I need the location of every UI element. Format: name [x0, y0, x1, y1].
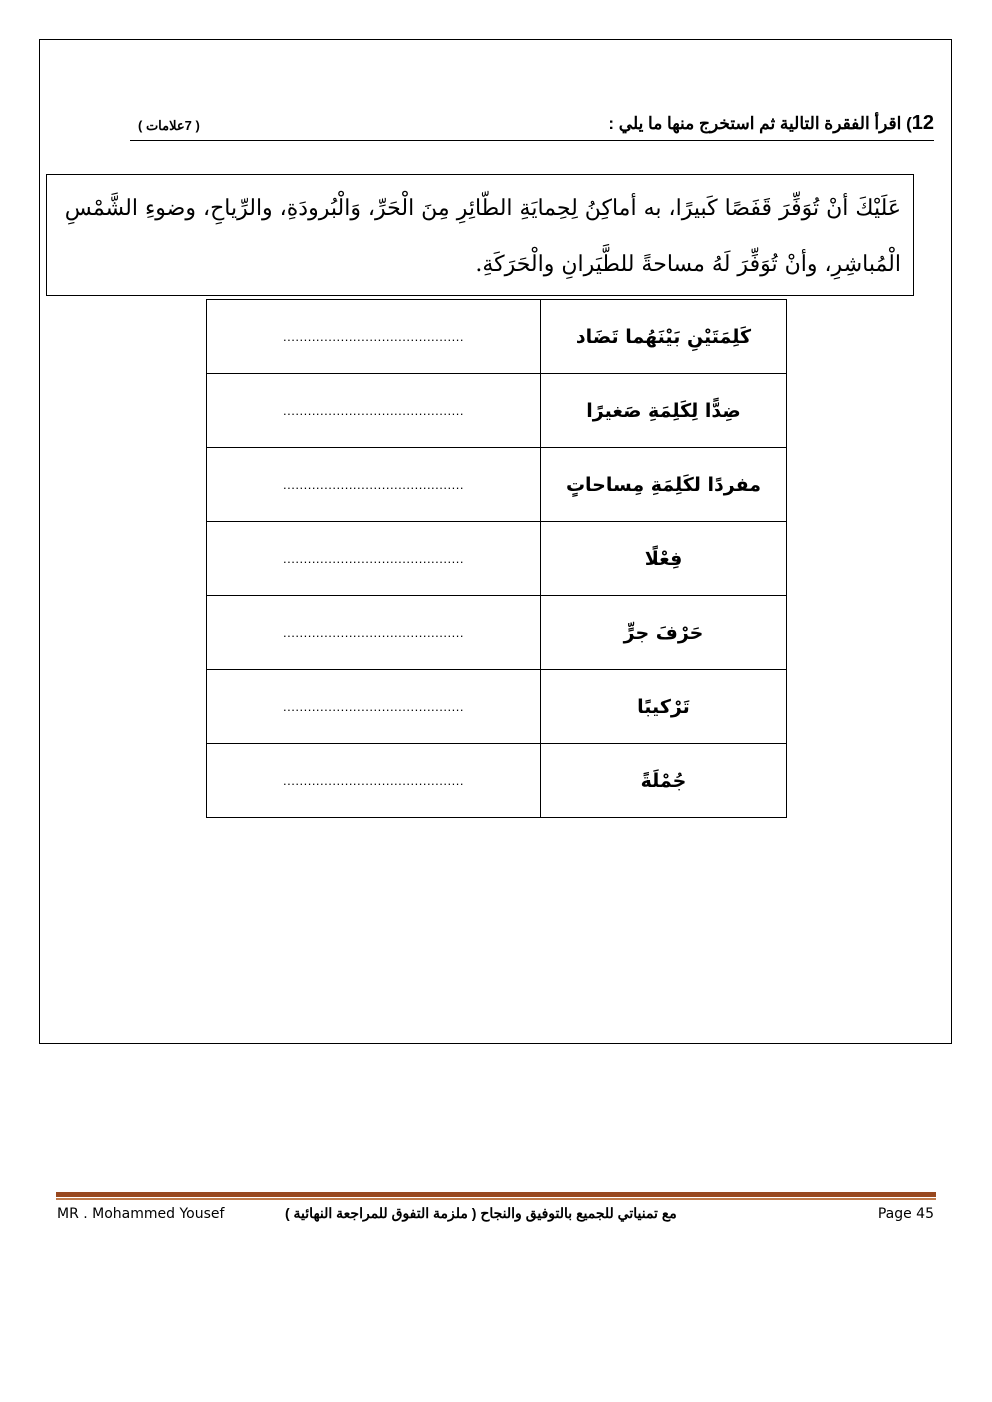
table-row: [207, 300, 787, 374]
prompt-cell: جُمْلَةً: [541, 744, 787, 818]
table-row: [207, 448, 787, 522]
footer-page-number: Page 45: [877, 1206, 934, 1222]
answer-table: [206, 299, 787, 818]
question-marks: ( 7علامات ): [138, 118, 200, 133]
footer-author: MR . Mohammed Yousef: [57, 1206, 225, 1222]
passage-box: [46, 174, 914, 296]
prompt-cell: حَرْفَ جرٍّ: [541, 596, 787, 670]
answer-blank[interactable]: ............................................: [207, 744, 541, 818]
prompt-cell: كَلِمَتَيْنِ بَيْنَهُما تَضَاد: [541, 300, 787, 374]
answer-blank[interactable]: ............................................: [207, 596, 541, 670]
answer-blank[interactable]: ............................................: [207, 374, 541, 448]
question-instruction: اقرأ الفقرة التالية ثم استخرج منها ما يلي :: [608, 114, 902, 133]
answer-blank[interactable]: ............................................: [207, 300, 541, 374]
table-row: [207, 744, 787, 818]
question-title: 12) اقرأ الفقرة التالية ثم استخرج منها ما يلي :: [608, 112, 934, 134]
footer-rule-thin: [56, 1198, 936, 1200]
answer-blank[interactable]: ............................................: [207, 448, 541, 522]
passage-text: عَلَيْكَ أنْ تُوَفِّرَ قَفَصًا كَبيرًا، به أماكِنُ لِحِمايَةِ الطّائِرِ مِنَ الْحَرِّ، وَالْبُرودَةِ، والرِّياحِ، وضوءِ الشَّمْسِ الْمُباشِرِ، وأنْ تُوَفِّرَ لَهُ مساحةً للطَّيَرانِ والْحَرَكَةِ.: [64, 196, 901, 277]
question-header: [130, 110, 934, 141]
table-row: [207, 522, 787, 596]
prompt-cell: ضِدًّا لِكَلِمَةِ صَغيرًا: [541, 374, 787, 448]
answer-blank[interactable]: ............................................: [207, 670, 541, 744]
table-row: [207, 670, 787, 744]
table-row: [207, 596, 787, 670]
footer-note: مع تمنياتي للجميع بالتوفيق والنجاح ( ملزمة التفوق للمراجعة النهائية ): [285, 1205, 677, 1221]
prompt-cell: فِعْلًا: [541, 522, 787, 596]
prompt-cell: تَرْكيبًا: [541, 670, 787, 744]
prompt-cell: مفردًا لكَلِمَةِ مِساحاتٍ: [541, 448, 787, 522]
footer-rule: [56, 1192, 936, 1197]
answer-blank[interactable]: ............................................: [207, 522, 541, 596]
table-row: [207, 374, 787, 448]
question-number: 12: [911, 112, 934, 134]
